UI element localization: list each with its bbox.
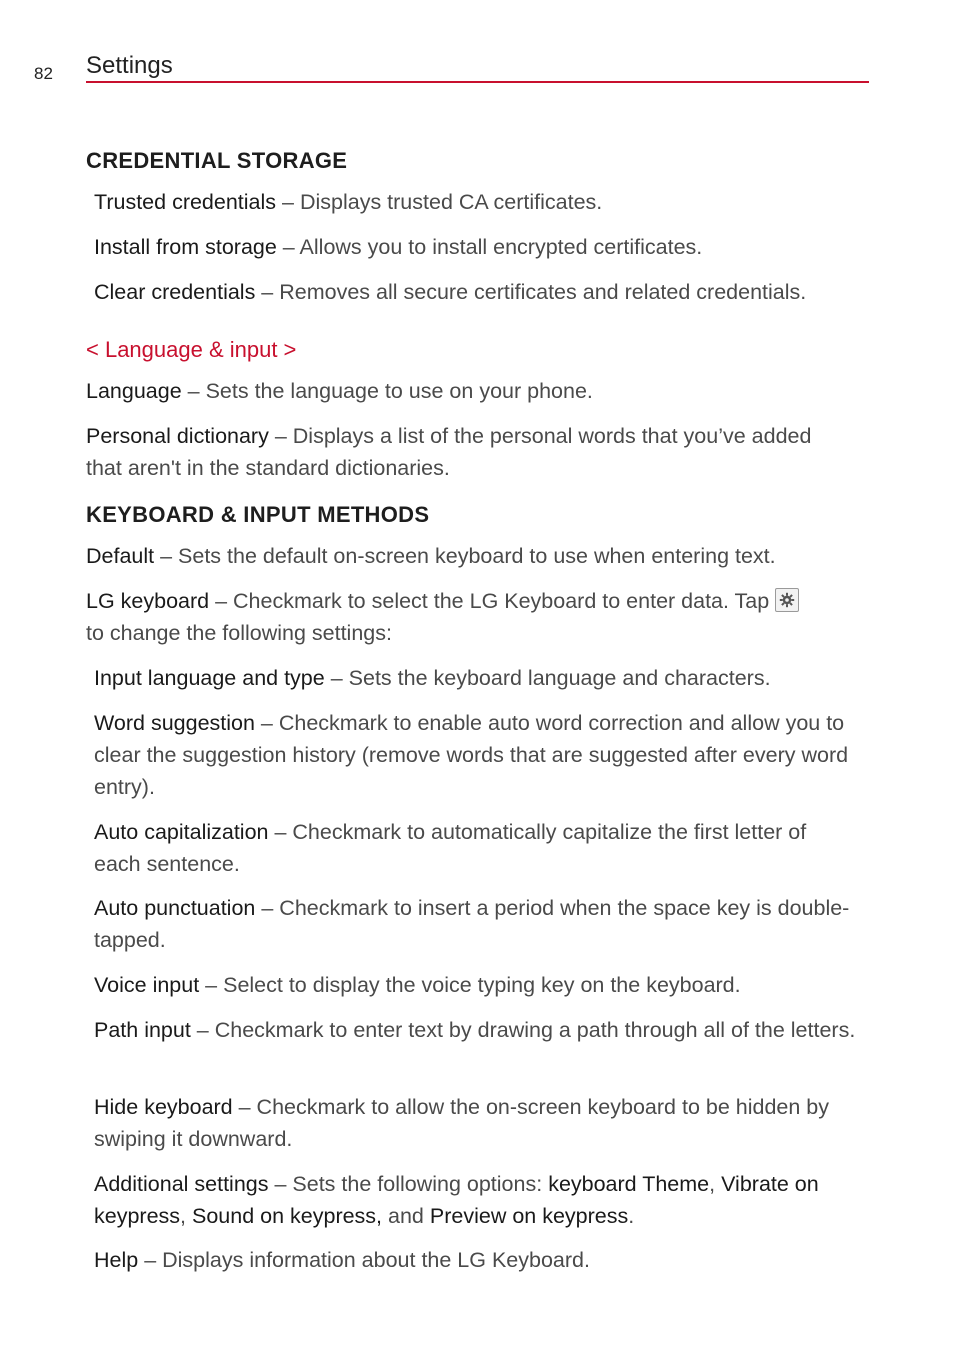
entry-term: Voice input <box>94 973 200 997</box>
clear-credentials-entry: Clear credentials – Removes all secure certificates and related credentials. <box>94 280 807 304</box>
language-entry: Language – Sets the language to use on your phone. <box>86 379 593 403</box>
trusted-credentials-entry: Trusted credentials – Displays trusted CA certificates. <box>94 190 603 214</box>
path-input-entry: Path input – Checkmark to enter text by drawing a path through all of the letters. <box>94 1018 856 1042</box>
separator: , <box>709 1172 722 1196</box>
entry-desc: Sets the keyboard language and characters. <box>348 666 771 690</box>
entry-desc: Checkmark to insert a period when the space key is double-tapped. <box>94 896 850 952</box>
entry-term: Word suggestion <box>94 711 255 735</box>
entry-desc: Displays information about the LG Keyboard. <box>162 1248 590 1272</box>
personal-dictionary-entry: Personal dictionary – Displays a list of the personal words that you’ve added that aren't in the standard dictionaries. <box>86 424 812 480</box>
option-vibrate: Vibrate on keypress <box>94 1172 819 1228</box>
entry-desc: Sets the default on-screen keyboard to use when entering text. <box>178 544 776 568</box>
entry-term: Language <box>86 379 182 403</box>
separator: , <box>180 1204 192 1228</box>
entry-desc-cont: to change the following settings: <box>86 621 392 645</box>
entry-desc: Checkmark to enter text by drawing a path through all of the letters. <box>214 1018 856 1042</box>
entry-term: LG keyboard <box>86 589 210 613</box>
entry-desc: Allows you to install encrypted certificates. <box>299 235 703 259</box>
entry-term: Input language and type <box>94 666 325 690</box>
entry-desc: Sets the language to use on your phone. <box>205 379 593 403</box>
entry-term: Auto punctuation <box>94 896 256 920</box>
entry-term: Hide keyboard <box>94 1095 233 1119</box>
install-from-storage-entry: Install from storage – Allows you to install encrypted certificates. <box>94 235 703 259</box>
entry-term: Help <box>94 1248 139 1272</box>
auto-punctuation-entry: Auto punctuation – Checkmark to insert a period when the space key is double-tapped. <box>94 896 850 952</box>
entry-desc: Checkmark to automatically capitalize the first letter of each sentence. <box>94 820 807 876</box>
entry-term: Path input <box>94 1018 191 1042</box>
entry-term: Default <box>86 544 155 568</box>
entry-desc: Displays a list of the personal words that you’ve added that aren't in the standard dictionaries. <box>86 424 812 480</box>
page-number: 82 <box>34 64 53 83</box>
entry-term: Trusted credentials <box>94 190 277 214</box>
voice-input-entry: Voice input – Select to display the voice typing key on the keyboard. <box>94 973 741 997</box>
entry-desc: Displays trusted CA certificates. <box>299 190 603 214</box>
credential-storage-heading: CREDENTIAL STORAGE <box>86 148 348 173</box>
input-language-entry: Input language and type – Sets the keyboard language and characters. <box>94 666 771 690</box>
entry-term: Personal dictionary <box>86 424 269 448</box>
entry-desc: Select to display the voice typing key on the keyboard. <box>223 973 741 997</box>
gear-icon <box>775 588 799 612</box>
entry-term: Additional settings <box>94 1172 269 1196</box>
auto-capitalization-entry: Auto capitalization – Checkmark to automatically capitalize the first letter of each sentence. <box>94 820 807 876</box>
keyboard-methods-heading: KEYBOARD & INPUT METHODS <box>86 502 430 527</box>
end-punct: . <box>628 1204 635 1228</box>
option-keyboard-theme: keyboard Theme <box>548 1172 710 1196</box>
separator: and <box>382 1204 430 1228</box>
header-divider <box>86 81 869 83</box>
section-title: Settings <box>86 52 173 79</box>
option-preview: Preview on keypress <box>429 1204 629 1228</box>
entry-desc: Checkmark to allow the on-screen keyboard to be hidden by swiping it downward. <box>94 1095 830 1151</box>
entry-desc: Removes all secure certificates and related credentials. <box>279 280 807 304</box>
additional-settings-entry: Additional settings – Sets the following options: keyboard Theme, Vibrate on keypress, Sound on keypress, and Preview on keypress. <box>94 1172 819 1228</box>
word-suggestion-entry: Word suggestion – Checkmark to enable auto word correction and allow you to clear the suggestion history (remove words that are suggested after every word entry). <box>94 711 849 799</box>
entry-desc: Checkmark to select the LG Keyboard to enter data. Tap <box>233 589 770 613</box>
lg-keyboard-entry: LG keyboard – Checkmark to select the LG Keyboard to enter data. Tap to change the following settings: <box>86 585 866 649</box>
language-input-heading: < Language & input > <box>86 337 297 362</box>
entry-term: Install from storage <box>94 235 277 259</box>
hide-keyboard-entry: Hide keyboard – Checkmark to allow the on-screen keyboard to be hidden by swiping it downward. <box>94 1095 830 1151</box>
option-sound: Sound on keypress, <box>192 1204 383 1228</box>
entry-term: Clear credentials <box>94 280 256 304</box>
entry-term: Auto capitalization <box>94 820 269 844</box>
help-entry: Help – Displays information about the LG Keyboard. <box>94 1248 590 1272</box>
default-entry: Default – Sets the default on-screen keyboard to use when entering text. <box>86 544 776 568</box>
entry-desc: Sets the following options: <box>292 1172 543 1196</box>
entry-desc: Checkmark to enable auto word correction and allow you to clear the suggestion history (remove words that are suggested after every word entry). <box>94 711 849 799</box>
